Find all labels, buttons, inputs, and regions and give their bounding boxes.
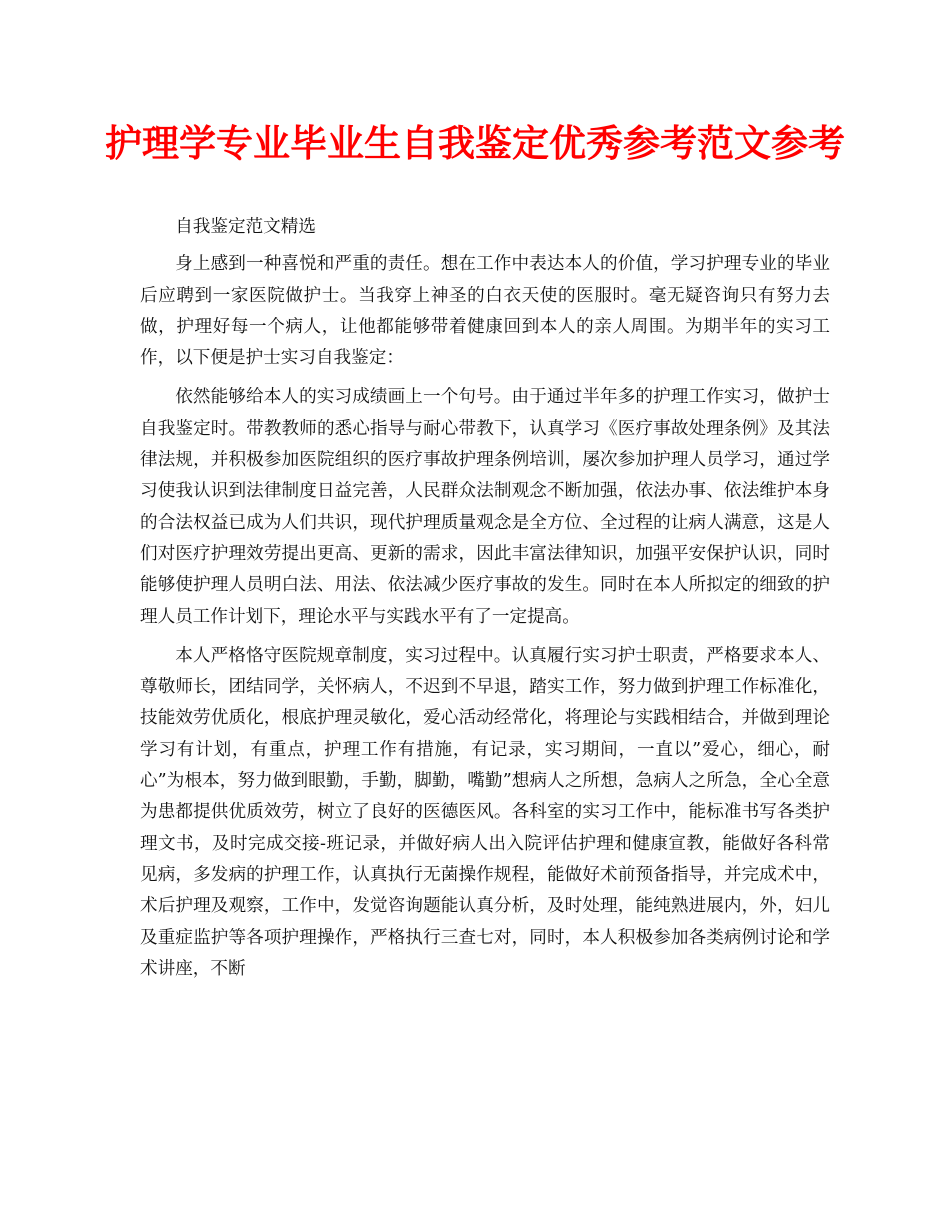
paragraph-3: 本人严格恪守医院规章制度，实习过程中。认真履行实习护士职责，严格要求本人、尊敬师长，团结同学，关怀病人，不迟到不早退，踏实工作，努力做到护理工作标准化，技能效劳优质化，根底护理灵敏化，爱心活动经常化，将理论与实践相结合，并做到理论学习有计划，有重点，护理工作有措施，有记录，实习期间，一直以”爱心，细心，耐心”为根本，努力做到眼勤，手勤，脚勤，嘴勤”想病人之所想，急病人之所急，全心全意为患都提供优质效劳，树立了良好的医德医风。各科室的实习工作中，能标准书写各类护理文书，及时完成交接-班记录，并做好病人出入院评估护理和健康宣教，能做好各科常见病，多发病的护理工作，认真执行无菌操作规程，能做好术前预备指导，并完成术中，术后护理及观察，工作中，发觉咨询题能认真分析，及时处理，能纯熟进展内，外，妇儿及重症监护等各项护理操作，严格执行三查七对，同时，本人积极参加各类病例讨论和学术讲座，不断 bbox=[140, 645, 830, 979]
paragraph-2: 依然能够给本人的实习成绩画上一个句号。由于通过半年多的护理工作实习，做护士自我鉴定时。带教教师的悉心指导与耐心带教下，认真学习《医疗事故处理条例》及其法律法规，并积极参加医院组织的医疗事故护理条例培训，屡次参加护理人员学习，通过学习使我认识到法律制度日益完善，人民群众法制观念不断加强，依法办事、依法维护本身的合法权益已成为人们共识，现代护理质量观念是全方位、全过程的让病人满意，这是人们对医疗护理效劳提出更高、更新的需求，因此丰富法律知识，加强平安保护认识，同时能够使护理人员明白法、用法、依法减少医疗事故的发生。同时在本人所拟定的细致的护理人员工作计划下，理论水平与实践水平有了一定提高。 bbox=[140, 387, 830, 627]
paragraph-1: 身上感到一种喜悦和严重的责任。想在工作中表达本人的价值，学习护理专业的毕业后应聘到一家医院做护士。当我穿上神圣的白衣天使的医服时。毫无疑咨询只有努力去做，护理好每一个病人，让他都能够带着健康回到本人的亲人周围。为期半年的实习工作，以下便是护士实习自我鉴定： bbox=[140, 254, 830, 369]
document-title: 护理学专业毕业生自我鉴定优秀参考范文参考 bbox=[105, 122, 845, 165]
document-subtitle: 自我鉴定范文精选 bbox=[175, 217, 316, 237]
document-body bbox=[140, 212, 830, 985]
